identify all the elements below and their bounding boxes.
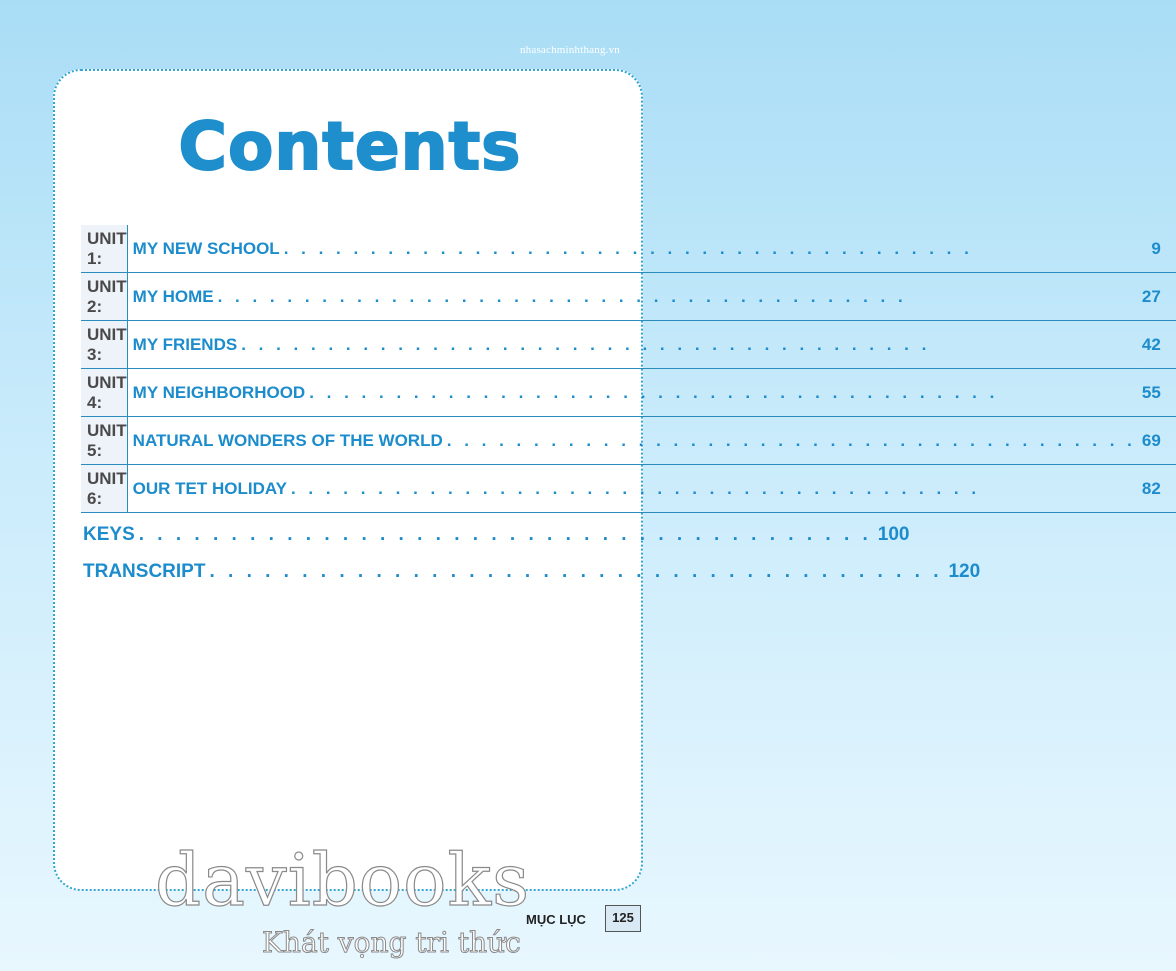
page-ref: 120	[948, 561, 981, 582]
dot-leader: . . . . . . . . . . . . . . . . . . . . . . . . . . . . . . . . . . . . . . . .	[217, 286, 907, 306]
page-title: Contents	[178, 108, 522, 185]
brand-watermark: davibooks	[155, 838, 531, 922]
unit-title[interactable]: MY NEIGHBORHOOD	[132, 382, 306, 402]
table-row[interactable]	[81, 225, 1176, 273]
page-number-badge: 125	[605, 905, 641, 932]
page-ref: 9	[1151, 238, 1161, 258]
unit-number: UNIT 3:	[81, 321, 127, 369]
table-row[interactable]	[81, 321, 1176, 369]
unit-number: UNIT 1:	[81, 225, 127, 273]
toc-table	[81, 225, 1176, 513]
unit-title[interactable]: OUR TET HOLIDAY	[132, 478, 287, 498]
unit-title[interactable]: MY NEW SCHOOL	[132, 238, 280, 258]
page-ref: 27	[1141, 286, 1161, 306]
keys-entry[interactable]	[83, 524, 910, 546]
page-ref: 82	[1141, 478, 1161, 498]
transcript-entry[interactable]	[83, 561, 981, 583]
unit-number: UNIT 5:	[81, 417, 127, 465]
table-row[interactable]	[81, 369, 1176, 417]
website-watermark: nhasachminhthang.vn	[519, 44, 620, 56]
entry-title[interactable]: KEYS	[83, 524, 135, 545]
table-row[interactable]	[81, 465, 1176, 513]
unit-title[interactable]: MY HOME	[132, 286, 214, 306]
dot-leader: . . . . . . . . . . . . . . . . . . . . . . . . . . . . . . . . . . . . . . . .	[283, 238, 973, 258]
page-ref: 55	[1141, 382, 1161, 402]
dot-leader: . . . . . . . . . . . . . . . . . . . . . . . . . . . . . . . . . . . . . . . .	[138, 524, 872, 545]
page-ref: 100	[877, 524, 910, 545]
page-ref: 42	[1141, 334, 1161, 354]
page-ref: 69	[1141, 430, 1161, 450]
footer-section-label: MỤC LỤC	[526, 912, 586, 927]
table-row[interactable]	[81, 417, 1176, 465]
dot-leader: . . . . . . . . . . . . . . . . . . . . . . . . . . . . . . . . . . . . . . . .	[309, 382, 999, 402]
brand-tagline: Khát vọng tri thức	[262, 926, 521, 959]
entry-title[interactable]: TRANSCRIPT	[83, 561, 206, 582]
table-row[interactable]	[81, 273, 1176, 321]
unit-title[interactable]: NATURAL WONDERS OF THE WORLD	[132, 430, 443, 450]
unit-number: UNIT 2:	[81, 273, 127, 321]
dot-leader: . . . . . . . . . . . . . . . . . . . . . . . . . . . . . . . . . . . . . . . .	[209, 561, 943, 582]
dot-leader: . . . . . . . . . . . . . . . . . . . . . . . . . . . . . . . . . . . . . . . .	[290, 478, 981, 498]
unit-number: UNIT 6:	[81, 465, 127, 513]
dot-leader: . . . . . . . . . . . . . . . . . . . . . . . . . . . . . . . . . . . . . . . .	[241, 334, 931, 354]
dot-leader: . . . . . . . . . . . . . . . . . . . . . . . . . . . . . . . . . . . . . . . .	[446, 430, 1136, 450]
unit-number: UNIT 4:	[81, 369, 127, 417]
unit-title[interactable]: MY FRIENDS	[132, 334, 238, 354]
